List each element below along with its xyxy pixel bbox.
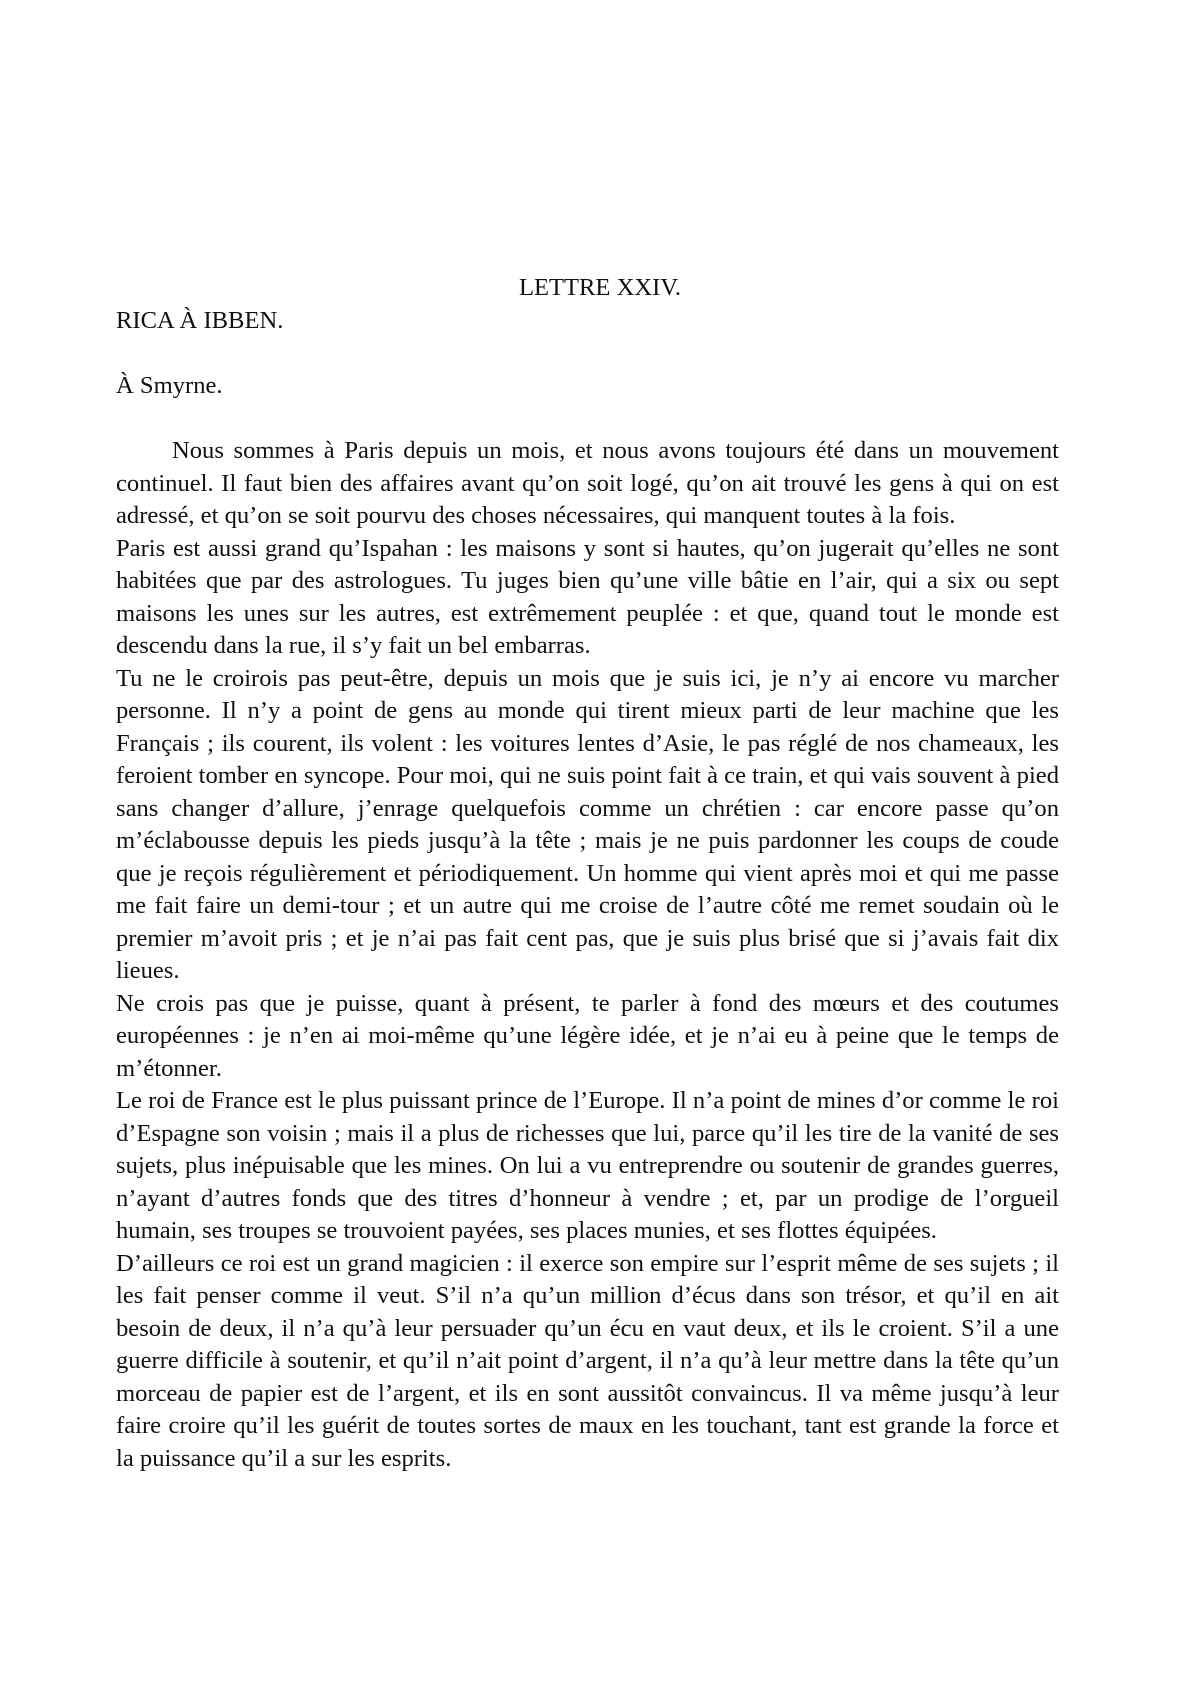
paragraph: Le roi de France est le plus puissant prince de l’Europe. Il n’a point de mines d’or comme le roi d’Espagne son voisin ; mais il a plus de richesses que lui, parce qu’il les tire de la vanité de ses sujets, plus inépuisable que les mines. On lui a vu entreprendre ou soutenir de grandes guerres, n’ayant d’autres fonds que des titres d’honneur à vendre ; et, par un prodige de l’orgueil humain, ses troupes se trouvoient payées, ses places munies, et ses flottes équipées. — [116, 1087, 1059, 1244]
letter-addressee: RICA À IBBEN. — [116, 307, 284, 334]
paragraph: Paris est aussi grand qu’Ispahan : les maisons y sont si hautes, qu’on jugerait qu’elles ne sont habitées que par des astrologues. Tu juges bien qu’une ville bâtie en l’air, qui a six ou sept maisons les unes sur les autres, est extrêmement peuplée : et que, quand tout le monde est descendu dans la rue, il s’y fait un bel embarras. — [116, 534, 1059, 659]
letter-body — [116, 435, 1059, 1475]
paragraph: D’ailleurs ce roi est un grand magicien : il exerce son empire sur l’esprit même de ses sujets ; il les fait penser comme il veut. S’il n’a qu’un million d’écus dans son trésor, et qu’il en ait besoin de deux, il n’a qu’à leur persuader qu’un écu en vaut deux, et ils le croient. S’il a une guerre difficile à soutenir, et qu’il n’ait point d’argent, il n’a qu’à leur mettre dans la tête qu’un morceau de papier est de l’argent, et ils en sont aussitôt convaincus. Il va même jusqu’à leur faire croire qu’il les guérit de toutes sortes de maux en les touchant, tant est grande la force et la puissance qu’il a sur les esprits. — [116, 1249, 1059, 1472]
letter-title: LETTRE XXIV. — [518, 274, 682, 301]
letter-place: À Smyrne. — [116, 372, 223, 399]
paragraph: Ne crois pas que je puisse, quant à présent, te parler à fond des mœurs et des coutumes européennes : je n’en ai moi-même qu’une légère idée, et je n’ai eu à peine que le temps de m’étonner. — [116, 989, 1059, 1082]
paragraph: Nous sommes à Paris depuis un mois, et nous avons toujours été dans un mouvement continuel. Il faut bien des affaires avant qu’on soit logé, qu’on ait trouvé les gens à qui on est adressé, et qu’on se soit pourvu des choses nécessaires, qui manquent toutes à la fois. — [116, 437, 1059, 529]
paragraph: Tu ne le croirois pas peut-être, depuis un mois que je suis ici, je n’y ai encore vu marcher personne. Il n’y a point de gens au monde qui tirent mieux parti de leur machine que les Français ; ils courent, ils volent : les voitures lentes d’Asie, le pas réglé de nos chameaux, les feroient tomber en syncope. Pour moi, qui ne suis point fait à ce train, et qui vais souvent à pied sans changer d’allure, j’enrage quelquefois comme un chrétien : car encore passe qu’on m’éclabousse depuis les pieds jusqu’à la tête ; mais je ne puis pardonner les coups de coude que je reçois régulièrement et périodiquement. Un homme qui vient après moi et qui me passe me fait faire un demi-tour ; et un autre qui me croise de l’autre côté me remet soudain où le premier m’avoit pris ; et je n’ai pas fait cent pas, que je suis plus brisé que si j’avais fait dix lieues. — [116, 664, 1059, 984]
